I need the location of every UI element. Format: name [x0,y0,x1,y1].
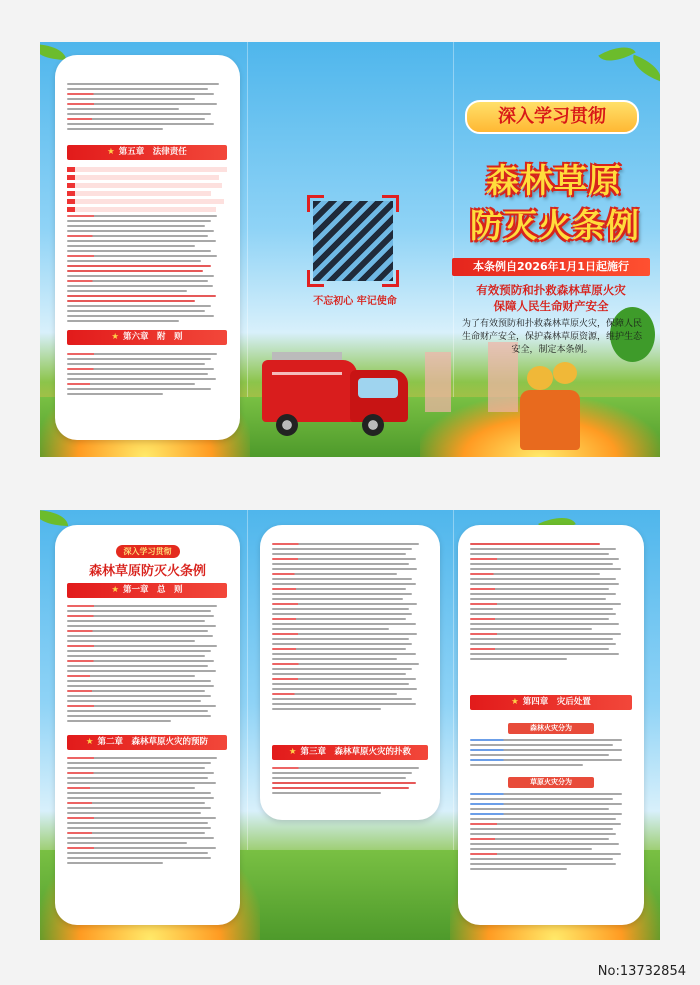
firefighter-illustration [553,362,577,384]
chapter-heading: ★ 第五章 法律责任 [67,145,227,160]
chapter-heading: ★ 第六章 附 则 [67,330,227,345]
text-block [470,739,632,769]
chapter-heading: ★ 第四章 灾后处置 [470,695,632,710]
chapter-heading: ★ 第一章 总 则 [67,583,227,598]
badge: 深入学习贯彻 [116,545,180,558]
inside-middle-panel [260,525,440,820]
building [425,352,451,412]
text-block [272,543,428,713]
back-panel [55,55,240,440]
text-block [67,757,227,867]
leaf-decoration [628,55,660,82]
inside-left-panel [55,525,240,925]
leaf-decoration [40,510,68,526]
firefighter-illustration [527,366,553,390]
text-block [67,83,227,133]
inside-right-panel [458,525,644,925]
fold-line [453,42,454,457]
study-banner: 深入学习贯彻 [465,100,639,134]
text-block [272,767,428,797]
slogan: 有效预防和扑救森林草原火灾 [476,283,626,297]
text-block [470,543,632,663]
qr-code-placeholder [307,195,399,287]
fold-line [247,42,248,457]
leaf-decoration [598,42,635,69]
fire-truck-illustration [262,352,412,447]
watermark: No:13732854 [597,964,686,979]
panel-title: 森林草原防灭火条例 [88,564,206,579]
panel-header [55,539,240,579]
cover-title: 防灭火条例 [470,206,640,245]
cover-title: 森林草原 [486,161,622,200]
leaf-decoration [40,44,66,60]
firefighter-illustration [520,390,580,450]
chapter-heading: ★ 第二章 森林草原火灾的预防 [67,735,227,750]
text-block [470,793,632,873]
text-block [67,605,227,725]
text-block [67,353,227,398]
sub-heading: 森林火灾分为 [508,723,594,734]
slogan: 保障人民生命财产安全 [493,299,609,313]
motto: 不忘初心 牢记使命 [313,296,397,307]
text-block [67,167,227,325]
chapter-heading: ★ 第三章 森林草原火灾的扑救 [272,745,428,760]
effective-date-banner: 本条例自2026年1月1日起施行 [452,258,650,276]
intro-text: 为了有效预防和扑救森林草原火灾，保障人民生命财产安全，保护森林草原资源，维护生态安全，制定本条例。 [462,319,643,355]
sub-heading: 草原火灾分为 [508,777,594,788]
